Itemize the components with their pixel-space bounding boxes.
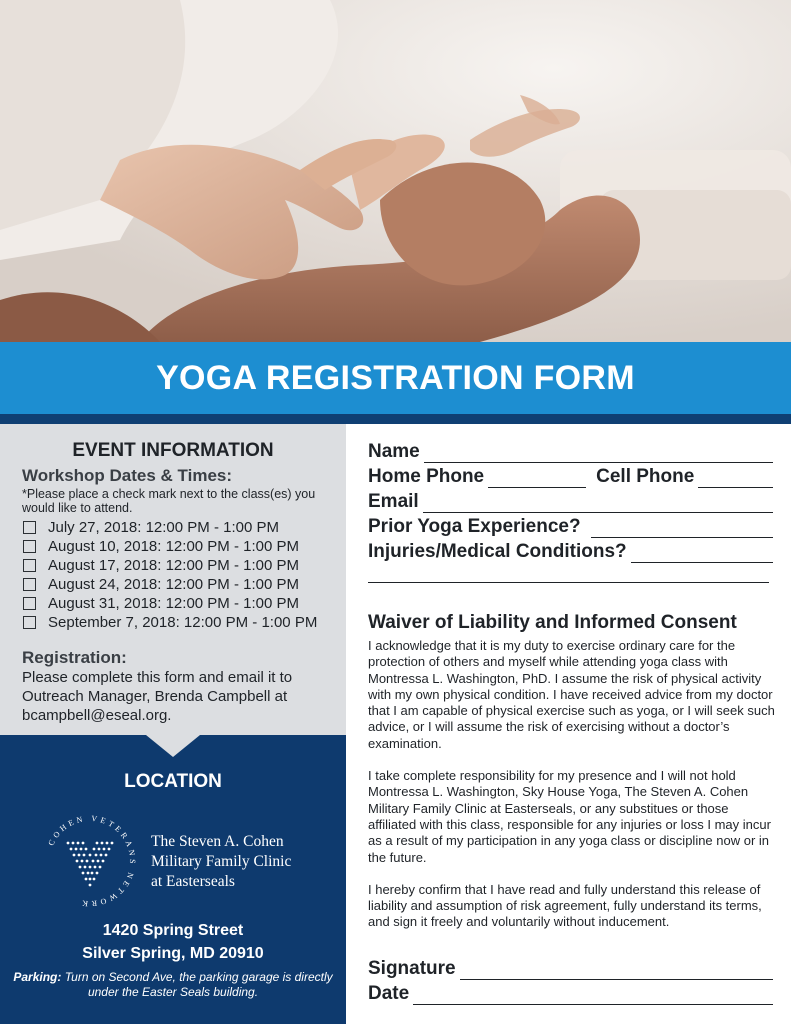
session-item [22,594,324,613]
cell-phone-field[interactable] [698,470,773,488]
conditions-row [368,538,773,563]
signature-row [368,955,773,980]
page-title: YOGA REGISTRATION FORM [156,358,635,397]
session-list [22,518,324,632]
registration-form [368,438,773,583]
address [0,919,346,965]
conditions-field[interactable] [631,545,773,563]
date-label: Date [368,983,410,1004]
registration-text [22,668,324,725]
conditions-field-continued[interactable] [368,563,769,583]
email-row [368,488,773,513]
session-item [22,575,324,594]
home-phone-field[interactable] [488,470,586,488]
session-checkbox[interactable] [23,559,36,572]
cell-phone-label: Cell Phone [596,466,695,487]
date-row [368,980,773,1005]
address-street: 1420 Spring Street [102,922,244,939]
session-checkbox[interactable] [23,540,36,553]
event-heading: EVENT INFORMATION [72,440,274,461]
panel-notch [146,735,200,757]
clinic-name-line: Military Family Clinic [151,853,292,870]
hero-photo [0,0,791,342]
session-label: September 7, 2018: 12:00 PM - 1:00 PM [48,614,318,631]
clinic-name-line: The Steven A. Cohen [151,833,284,850]
location-panel [0,735,346,1024]
name-row [368,438,773,463]
parking-label: Parking: [13,970,62,984]
parking-text: Turn on Second Ave, the parking garage is directly under the Easter Seals building. [64,970,333,999]
waiver-text [368,638,776,947]
experience-row [368,513,773,538]
clinic-name [151,832,291,892]
location-heading: LOCATION [124,771,222,792]
logo-ring-text: COHEN VETERANS NETWORK [46,813,138,909]
v-star-logo-icon [40,811,140,911]
registration-instructions: Please complete this form and email it to Outreach Manager, Brenda Campbell at [22,669,293,705]
session-checkbox[interactable] [23,616,36,629]
event-information-panel [0,424,346,736]
registration-email-link[interactable]: bcampbell@eseal.org. [22,707,172,724]
clinic-name-line: at Easterseals [151,873,235,890]
signature-label: Signature [368,958,456,979]
session-item [22,537,324,556]
waiver-paragraph: I hereby confirm that I have read and fully understand this release of liability and assumption of risk agreement, fully understand its terms, and sign it freely and voluntarily without inducement. [368,881,762,930]
dates-heading: Workshop Dates & Times: [22,466,233,485]
waiver-paragraph: I take complete responsibility for my presence and I will not hold Montressa L. Washington, Sky House Yoga, The Steven A. Cohen Military Family Clinic at Easterseals, or any substitues or those affiliated with this class, responsible for any injuries or loss I may incur as a result of my participation in any yoga class or discipline now or in the future. [368,768,771,865]
experience-label: Prior Yoga Experience? [368,516,581,537]
experience-field[interactable] [591,520,773,538]
session-checkbox[interactable] [23,521,36,534]
signature-block [368,955,773,1005]
session-checkbox[interactable] [23,578,36,591]
email-field[interactable] [423,495,773,513]
address-city: Silver Spring, MD 20910 [82,945,264,962]
waiver-heading: Waiver of Liability and Informed Consent [368,612,737,633]
session-checkbox[interactable] [23,597,36,610]
date-field[interactable] [413,987,773,1005]
title-divider [0,414,791,424]
session-label: August 17, 2018: 12:00 PM - 1:00 PM [48,557,299,574]
session-label: August 24, 2018: 12:00 PM - 1:00 PM [48,576,299,593]
home-phone-label: Home Phone [368,466,485,487]
name-field[interactable] [424,445,773,463]
session-item [22,613,324,632]
session-label: August 10, 2018: 12:00 PM - 1:00 PM [48,538,299,555]
session-item [22,518,324,537]
name-label: Name [368,441,420,462]
session-label: August 31, 2018: 12:00 PM - 1:00 PM [48,595,299,612]
title-band [0,342,791,414]
session-label: July 27, 2018: 12:00 PM - 1:00 PM [48,519,279,536]
phone-row [368,463,773,488]
waiver-paragraph: I acknowledge that it is my duty to exercise ordinary care for the protection of others and myself while attending yoga class with Montressa L. Washington, PhD. I assume the risk of physical activity with my own physical condition. I have received advice from my doctor that I am capable of physical exercise such as yoga, or I will seek such advice, or I will assume the risk of exercising without a doctor’s examination. [368,638,775,751]
signature-field[interactable] [460,962,773,980]
registration-heading: Registration: [22,648,127,667]
conditions-label: Injuries/Medical Conditions? [368,541,627,562]
meditation-photo [0,0,791,342]
session-item [22,556,324,575]
dates-note: *Please place a check mark next to the class(es) you would like to attend. [22,487,316,515]
email-label: Email [368,491,419,512]
parking-note [0,970,346,1000]
